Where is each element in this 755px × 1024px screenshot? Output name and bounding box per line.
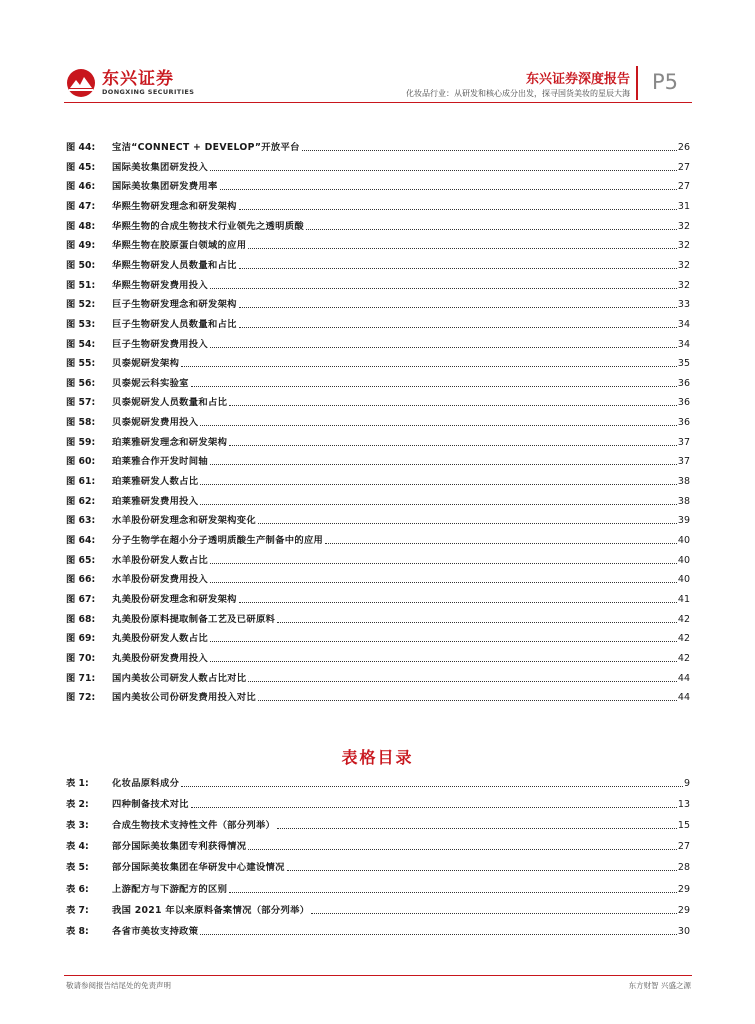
- dot-leader: [181, 786, 683, 787]
- entry-title: 贝泰妮研发费用投入: [112, 417, 199, 429]
- dot-leader: [258, 523, 677, 524]
- entry-number: 图 64:: [66, 535, 96, 546]
- entry-page-number: 36: [677, 397, 690, 409]
- toc-entry[interactable]: [66, 219, 690, 232]
- entry-title: 化妆品原料成分: [112, 778, 180, 789]
- dot-leader: [229, 445, 677, 446]
- entry-title: 分子生物学在超小分子透明质酸生产制备中的应用: [112, 535, 324, 546]
- toc-entry[interactable]: [66, 553, 690, 566]
- entry-page-number: 35: [677, 358, 690, 370]
- dot-leader: [239, 327, 677, 328]
- report-title: 东兴证券深度报告: [525, 72, 630, 87]
- dot-leader: [277, 622, 677, 623]
- dot-leader: [200, 504, 677, 505]
- dot-leader: [239, 307, 677, 308]
- entry-title: 丸美股份研发费用投入: [112, 652, 208, 664]
- toc-entry[interactable]: [66, 337, 690, 350]
- dot-leader: [325, 543, 677, 544]
- entry-number: 图 59:: [66, 436, 96, 448]
- entry-page-number: 32: [677, 259, 690, 271]
- toc-entry[interactable]: [66, 612, 690, 625]
- logo-cn-text: 东兴证券: [102, 68, 174, 89]
- dot-leader: [239, 268, 677, 269]
- toc-entry[interactable]: [66, 903, 690, 916]
- entry-page-number: 42: [677, 613, 690, 625]
- toc-entry[interactable]: [66, 435, 690, 448]
- entry-number: 图 52:: [66, 299, 96, 311]
- footer-disclaimer: 敬请参阅报告结尾处的免责声明: [66, 981, 171, 990]
- entry-number: 图 70:: [66, 652, 96, 664]
- entry-title: 国内美妆公司份研发费用投入对比: [112, 692, 256, 704]
- toc-entry[interactable]: [66, 395, 690, 408]
- entry-number: 图 54:: [66, 338, 96, 350]
- entry-page-number: 44: [677, 692, 690, 704]
- toc-entry[interactable]: [66, 356, 690, 369]
- dot-leader: [239, 602, 677, 603]
- entry-title: 珀莱雅研发费用投入: [112, 495, 199, 507]
- entry-page-number: 30: [677, 925, 690, 937]
- entry-page-number: 42: [677, 633, 690, 645]
- entry-page-number: 44: [677, 672, 690, 684]
- entry-title: 水羊股份研发理念和研发架构变化: [112, 515, 256, 527]
- header-separator: [636, 66, 638, 100]
- footer-slogan: 东方财智 兴盛之源: [628, 981, 691, 990]
- entry-page-number: 33: [677, 299, 690, 311]
- toc-entry[interactable]: [66, 671, 690, 684]
- entry-page-number: 15: [677, 820, 690, 832]
- toc-entry[interactable]: [66, 592, 690, 605]
- dot-leader: [287, 870, 677, 871]
- entry-number: 表 7:: [66, 904, 89, 916]
- dot-leader: [210, 170, 677, 171]
- dot-leader: [210, 661, 677, 662]
- entry-number: 图 46:: [66, 181, 96, 193]
- dot-leader: [311, 913, 677, 914]
- toc-entry[interactable]: [66, 690, 690, 703]
- toc-entry[interactable]: [66, 924, 690, 937]
- entry-page-number: 40: [677, 535, 690, 546]
- entry-title: 国内美妆公司研发人数占比对比: [112, 672, 247, 684]
- toc-entry[interactable]: [66, 776, 690, 789]
- entry-page-number: 31: [677, 200, 690, 212]
- entry-page-number: 27: [677, 841, 690, 853]
- entry-number: 图 51:: [66, 279, 96, 291]
- logo-en-text: DONGXING SECURITIES: [102, 87, 195, 96]
- entry-page-number: 29: [677, 904, 690, 916]
- toc-entry[interactable]: [66, 839, 690, 852]
- dot-leader: [200, 425, 677, 426]
- toc-entry[interactable]: [66, 494, 690, 507]
- toc-entry[interactable]: [66, 140, 690, 153]
- entry-number: 图 50:: [66, 259, 96, 271]
- dot-leader: [248, 849, 677, 850]
- entry-title: 我国 2021 年以来原料备案情况（部分列举）: [112, 904, 310, 916]
- toc-entry[interactable]: [66, 474, 690, 487]
- entry-title: 丸美股份研发人数占比: [112, 633, 208, 645]
- entry-page-number: 27: [677, 181, 690, 193]
- entry-page-number: 39: [677, 515, 690, 527]
- entry-title: 珀莱雅研发理念和研发架构: [112, 436, 228, 448]
- dot-leader: [239, 209, 677, 210]
- entry-page-number: 42: [677, 652, 690, 664]
- entry-number: 表 2:: [66, 799, 89, 811]
- table-of-tables-heading: 表格目录: [341, 748, 414, 767]
- toc-entry[interactable]: [66, 297, 690, 310]
- entry-number: 图 71:: [66, 672, 96, 684]
- entry-page-number: 37: [677, 456, 690, 468]
- entry-page-number: 40: [677, 554, 690, 566]
- entry-page-number: 40: [677, 574, 690, 586]
- entry-number: 图 44:: [66, 142, 96, 153]
- dongxing-logo-icon: [64, 68, 98, 98]
- entry-title: 贝泰妮研发人员数量和占比: [112, 397, 228, 409]
- entry-number: 图 68:: [66, 613, 96, 625]
- toc-entry[interactable]: [66, 317, 690, 330]
- entry-title: 贝泰妮云科实验室: [112, 377, 189, 389]
- toc-entry[interactable]: [66, 860, 690, 873]
- entry-title: 合成生物技术支持性文件（部分列举）: [112, 820, 276, 832]
- entry-number: 图 47:: [66, 200, 96, 212]
- entry-title: 巨子生物研发人员数量和占比: [112, 318, 237, 330]
- entry-number: 表 3:: [66, 820, 89, 832]
- dot-leader: [302, 150, 677, 151]
- entry-title: 国际美妆集团研发投入: [112, 161, 208, 173]
- entry-page-number: 32: [677, 220, 690, 232]
- dot-leader: [210, 288, 677, 289]
- entry-page-number: 36: [677, 377, 690, 389]
- entry-page-number: 37: [677, 436, 690, 448]
- toc-entry[interactable]: [66, 533, 690, 546]
- dot-leader: [210, 464, 677, 465]
- entry-number: 表 8:: [66, 925, 89, 937]
- entry-page-number: 34: [677, 338, 690, 350]
- toc-entry[interactable]: [66, 238, 690, 251]
- toc-entry[interactable]: [66, 818, 690, 831]
- toc-entry[interactable]: [66, 797, 690, 810]
- entry-page-number: 28: [677, 862, 690, 874]
- dot-leader: [277, 828, 677, 829]
- entry-number: 图 48:: [66, 220, 96, 232]
- toc-entry[interactable]: [66, 160, 690, 173]
- entry-number: 图 67:: [66, 593, 96, 605]
- dot-leader: [191, 386, 677, 387]
- entry-title: 宝洁“CONNECT + DEVELOP”开放平台: [112, 142, 300, 153]
- entry-title: 珀莱雅合作开发时间轴: [112, 456, 208, 468]
- toc-entry[interactable]: [66, 882, 690, 895]
- footer-rule: [64, 975, 692, 976]
- toc-entry[interactable]: [66, 199, 690, 212]
- entry-number: 图 45:: [66, 161, 96, 173]
- entry-number: 表 5:: [66, 862, 89, 874]
- entry-number: 图 61:: [66, 476, 96, 488]
- entry-number: 图 55:: [66, 358, 96, 370]
- entry-title: 巨子生物研发费用投入: [112, 338, 208, 350]
- entry-title: 华熙生物研发理念和研发架构: [112, 200, 237, 212]
- entry-number: 表 1:: [66, 778, 89, 789]
- entry-title: 贝泰妮研发架构: [112, 358, 180, 370]
- page-number: P5: [652, 70, 679, 94]
- dot-leader: [220, 189, 677, 190]
- toc-entry[interactable]: [66, 572, 690, 585]
- dot-leader: [210, 641, 677, 642]
- entry-title: 部分国际美妆集团在华研发中心建设情况: [112, 862, 285, 874]
- entry-title: 丸美股份研发理念和研发架构: [112, 593, 237, 605]
- entry-page-number: 38: [677, 476, 690, 488]
- dot-leader: [229, 892, 677, 893]
- dot-leader: [248, 681, 677, 682]
- toc-entry[interactable]: [66, 278, 690, 291]
- entry-title: 上游配方与下游配方的区别: [112, 883, 228, 895]
- entry-page-number: 27: [677, 161, 690, 173]
- entry-title: 部分国际美妆集团专利获得情况: [112, 841, 247, 853]
- dot-leader: [200, 934, 677, 935]
- toc-entry[interactable]: [66, 631, 690, 644]
- entry-title: 丸美股份原料提取制备工艺及已研原料: [112, 613, 276, 625]
- dot-leader: [229, 405, 677, 406]
- entry-page-number: 29: [677, 883, 690, 895]
- entry-title: 华熙生物在胶原蛋白领域的应用: [112, 240, 247, 252]
- entry-title: 各省市美妆支持政策: [112, 925, 199, 937]
- dot-leader: [210, 582, 677, 583]
- dot-leader: [210, 563, 677, 564]
- toc-entry[interactable]: [66, 454, 690, 467]
- entry-page-number: 36: [677, 417, 690, 429]
- entry-number: 图 65:: [66, 554, 96, 566]
- entry-number: 图 56:: [66, 377, 96, 389]
- entry-page-number: 32: [677, 279, 690, 291]
- entry-page-number: 32: [677, 240, 690, 252]
- entry-number: 图 57:: [66, 397, 96, 409]
- toc-entry[interactable]: [66, 179, 690, 192]
- dot-leader: [200, 484, 677, 485]
- entry-page-number: 38: [677, 495, 690, 507]
- entry-number: 图 60:: [66, 456, 96, 468]
- entry-number: 表 4:: [66, 841, 89, 853]
- toc-entry[interactable]: [66, 376, 690, 389]
- header-rule: [64, 102, 692, 103]
- entry-title: 珀莱雅研发人数占比: [112, 476, 199, 488]
- entry-page-number: 41: [677, 593, 690, 605]
- company-logo: [64, 68, 194, 98]
- entry-number: 图 49:: [66, 240, 96, 252]
- dot-leader: [248, 248, 677, 249]
- entry-title: 国际美妆集团研发费用率: [112, 181, 218, 193]
- entry-number: 图 53:: [66, 318, 96, 330]
- entry-title: 巨子生物研发理念和研发架构: [112, 299, 237, 311]
- entry-number: 表 6:: [66, 883, 89, 895]
- entry-title: 水羊股份研发人数占比: [112, 554, 208, 566]
- dot-leader: [181, 366, 677, 367]
- entry-number: 图 72:: [66, 692, 96, 704]
- dot-leader: [191, 807, 677, 808]
- toc-entry[interactable]: [66, 415, 690, 428]
- entry-title: 水羊股份研发费用投入: [112, 574, 208, 586]
- entry-title: 华熙生物研发费用投入: [112, 279, 208, 291]
- entry-title: 华熙生物研发人员数量和占比: [112, 259, 237, 271]
- dot-leader: [306, 229, 677, 230]
- entry-number: 图 66:: [66, 574, 96, 586]
- entry-number: 图 62:: [66, 495, 96, 507]
- toc-entry[interactable]: [66, 513, 690, 526]
- entry-page-number: 26: [677, 142, 690, 153]
- entry-page-number: 13: [677, 799, 690, 811]
- dot-leader: [258, 700, 677, 701]
- entry-number: 图 58:: [66, 417, 96, 429]
- toc-entry[interactable]: [66, 258, 690, 271]
- entry-page-number: 34: [677, 318, 690, 330]
- entry-number: 图 63:: [66, 515, 96, 527]
- toc-entry[interactable]: [66, 651, 690, 664]
- entry-title: 四种制备技术对比: [112, 799, 189, 811]
- entry-number: 图 69:: [66, 633, 96, 645]
- report-subtitle: 化妆品行业：从研发和核心成分出发，探寻国货美妆的星辰大海: [406, 89, 630, 98]
- entry-page-number: 9: [683, 778, 690, 789]
- dot-leader: [210, 347, 677, 348]
- entry-title: 华熙生物的合成生物技术行业领先之透明质酸: [112, 220, 304, 232]
